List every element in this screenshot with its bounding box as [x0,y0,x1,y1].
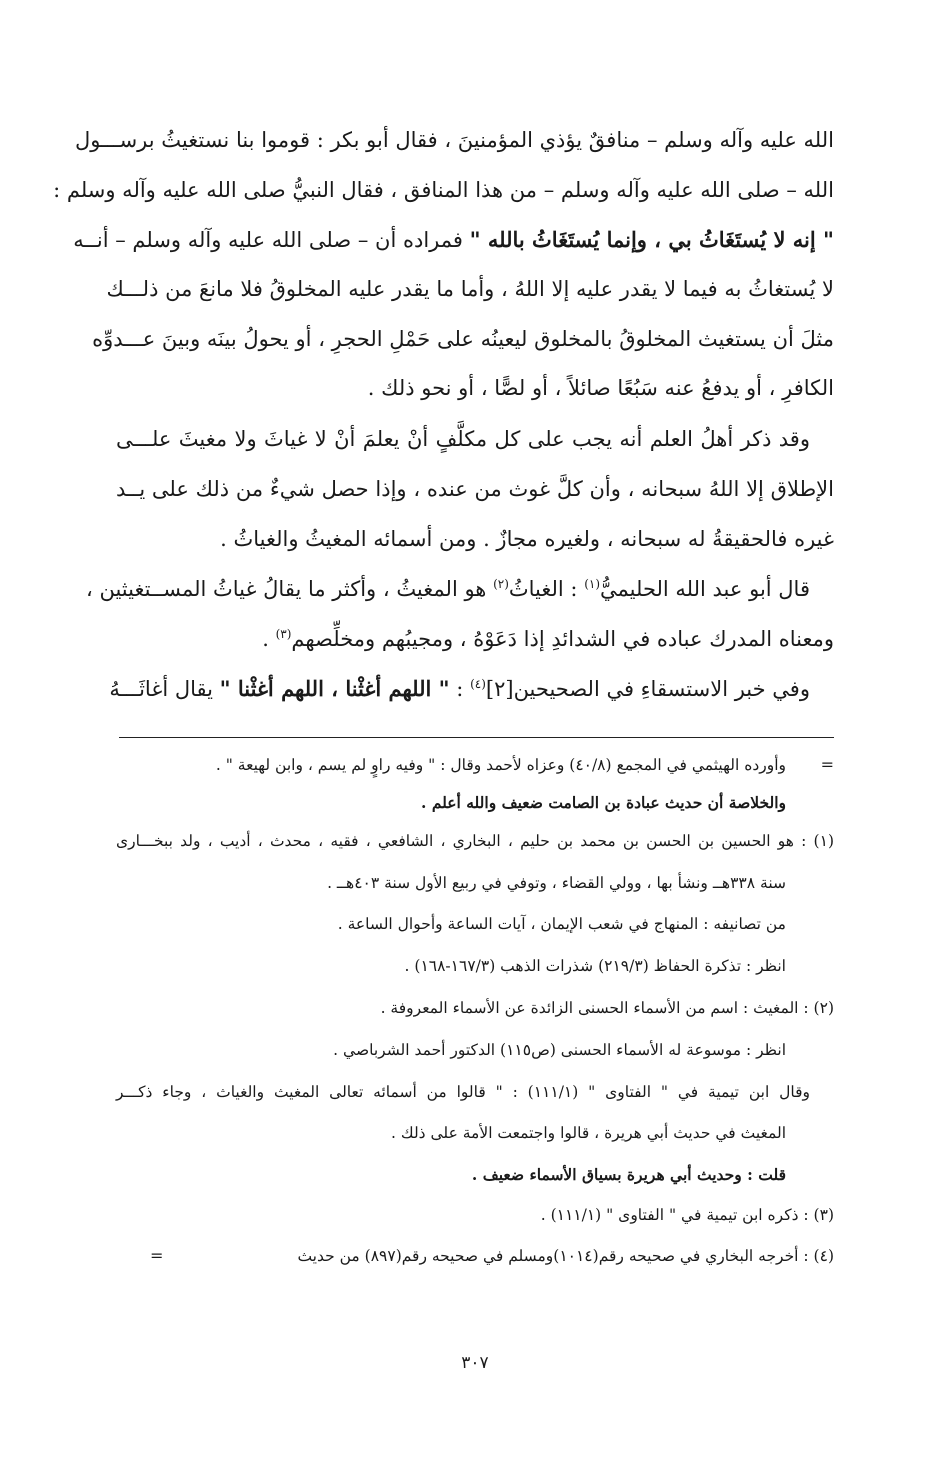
footnote-line: انظر : تذكرة الحفاظ (٢١٩/٣) شذرات الذهب (١٦٧/٣-١٦٨) . [404,957,786,975]
body-line-7: وقد ذكر أهلُ العلم أنه يجب على كل مكلَّفٍ أنْ يعلمَ أنْ لا غياثَ ولا مغيثَ علـــى [116,427,810,451]
body-text: . [262,627,276,651]
footnote-conclusion: والخلاصة أن حديث عبادة بن الصامت ضعيف والله أعلم . [421,793,786,812]
body-line-6: الكافرِ ، أو يدفعُ عنه سَبُعًا صائلاً ، أو لصًّا ، أو نحو ذلك . [367,376,834,400]
page-number: ٣٠٧ [461,1353,489,1373]
footnote-ref-2: (٢) [493,577,509,591]
body-line-1: الله عليه وآله وسلم – منافقٌ يؤذي المؤمنينَ ، فقال أبو بكر : قوموا بنا نستغيثُ برســـول [75,128,834,152]
footnote-ref-3: (٣) [275,627,292,641]
footnote-separator [119,737,834,738]
body-line-10 [86,577,810,601]
body-text: قال أبو عبد الله الحليميُّ [600,577,810,601]
footnote-4: (٤) : أخرجه البخاري في صحيحه رقم(١٠١٤)ومسلم في صحيحه رقم(٨٩٧) من حديث [297,1247,834,1265]
body-line-9: غيره فالحقيقةُ له سبحانه ، ولغيره مجازٌ . ومن أسمائه المغيثُ والغياثُ . [220,527,834,551]
footnote-ref-4: (٤) [470,677,486,691]
body-text: هو المغيثُ ، وأكثر ما يقالُ غياثُ المســتغيثين ، [86,577,494,601]
footnote-2: (٢) : المغيث : اسم من الأسماء الحسنى الزائدة عن الأسماء المعروفة . [380,999,834,1017]
body-text: : الغياثُ [508,577,585,601]
body-text: يقال أغاثَـــهُ [109,677,220,701]
body-line-2: الله – صلى الله عليه وآله وسلم – من هذا المنافق ، فقال النبيُّ صلى الله عليه وآله وسلم : [53,178,834,202]
footnote-line: المغيث في حديث أبي هريرة ، قالوا واجتمعت الأمة على ذلك . [391,1124,786,1142]
body-text: وفي خبر الاستسقاءِ في الصحيحين[٢] [485,677,810,701]
continuation-mark: = [820,755,834,774]
footnote-line: سنة ٣٣٨هــ ونشأ بها ، وولي القضاء ، وتوفي في ربيع الأول سنة ٤٠٣هــ . [327,874,786,892]
footnote-3: (٣) : ذكره ابن تيمية في " الفتاوى " (١١١/١) . [540,1206,834,1224]
body-line-12 [109,676,810,701]
body-text: : [449,677,471,701]
footnote-line: انظر : موسوعة له الأسماء الحسنى (ص١١٥) الدكتور أحمد الشرباصي . [333,1041,786,1059]
hadith-quote: " إنه لا يُستَغَاثُ بي ، وإنما يُستَغَاثُ بالله " [469,227,834,252]
footnote-line: وقال ابن تيمية في " الفتاوى " (١١١/١) : " قالوا من أسمائه تعالى المغيث والغياث ، وجاء ذكـــر [116,1083,810,1101]
footnote-line: وأورده الهيثمي في المجمع (٤٠/٨) وعزاه لأحمد وقال : " وفيه راوٍ لم يسم ، وابن لهيعة " . [215,756,786,774]
body-text: فمراده أن – صلى الله عليه وآله وسلم – أنــه [73,228,470,252]
footnote-ref-1: (١) [584,577,601,591]
body-line-11 [262,627,834,651]
footnote-1: (١) : هو الحسين بن الحسن بن محمد بن حليم ، البخاري ، الشافعي ، فقيه ، محدث ، أديب ، ولد ببخـــارى [116,832,834,850]
body-text: ومعناه المدرك عباده في الشدائدِ إذا دَعَوْهُ ، ومجيبُهم ومخلِّصهم [291,627,834,651]
hadith-quote: " اللهم أغثْنا ، اللهم أغثْنا " [219,676,450,701]
footnote-comment: قلت : وحديث أبي هريرة بسياق الأسماء ضعيف . [471,1165,786,1184]
body-line-4: لا يُستغاثُ به فيما لا يقدر عليه إلا اللهُ ، وأما ما يقدر عليه المخلوقُ فلا مانعَ من ذلـــك [106,277,834,301]
body-line-8: الإطلاق إلا اللهُ سبحانه ، وأن كلَّ غوث من عنده ، وإذا حصل شيءٌ من ذلك على يــد [116,477,834,501]
continuation-mark: = [150,1246,164,1265]
body-line-3 [73,227,834,252]
footnote-line: من تصانيفه : المنهاج في شعب الإيمان ، آيات الساعة وأحوال الساعة . [337,915,786,933]
body-line-5: مثلَ أن يستغيث المخلوقُ بالمخلوق ليعينُه على حَمْلِ الحجرِ ، أو يحولُ بينَه وبينَ عـــدوِّه [92,327,834,351]
